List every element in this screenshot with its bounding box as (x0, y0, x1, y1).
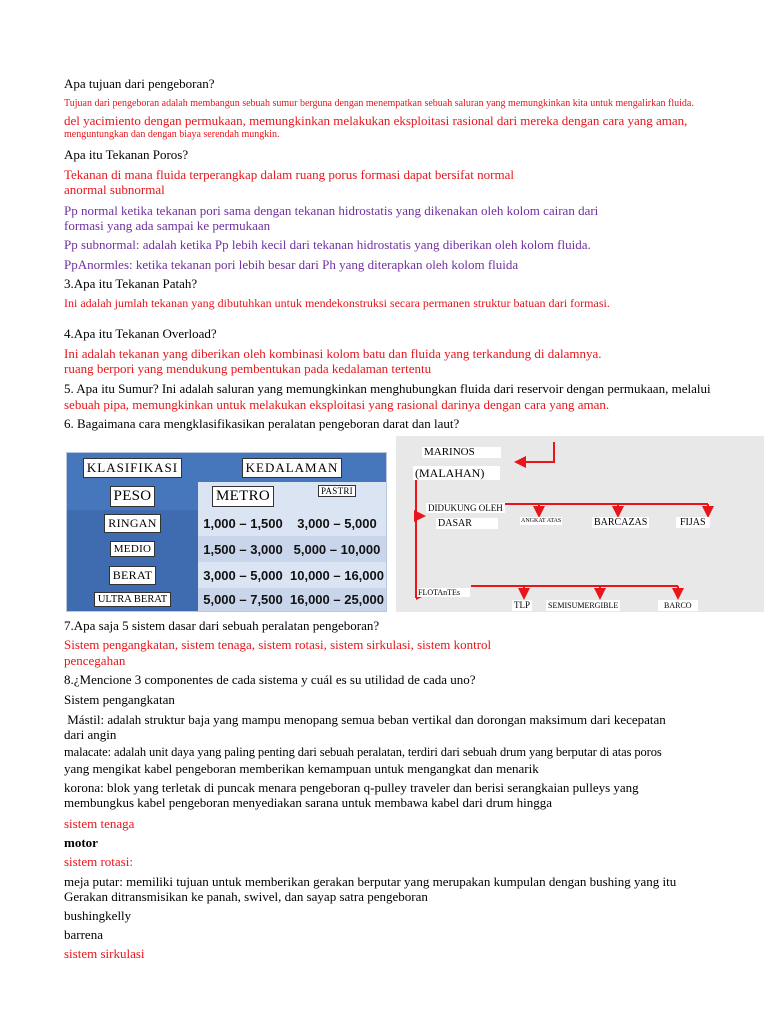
diagram-marinos: MARINOS (422, 447, 501, 458)
table-sub-pastri-cell (288, 482, 386, 510)
table-row-label-cell (67, 562, 198, 588)
q3-answer: Ini adalah jumlah tekanan yang dibutuhkan untuk mendekonstruksi secara permanen struktur batuan dari formasi. (64, 296, 610, 310)
diagram-barcazas: BARCAZAS (594, 517, 648, 528)
q2-subnormal: Pp subnormal: adalah ketika Pp lebih kecil dari tekanan hidrostatis yang diberikan oleh kolom fluida. (64, 237, 591, 252)
table-cell-pastri: 16,000 – 25,000 (288, 588, 386, 611)
q1-question: Apa tujuan dari pengeboran? (64, 76, 215, 91)
table-row-label-cell (67, 588, 198, 611)
q6-question: 6. Bagaimana cara mengklasifikasikan peralatan pengeboran darat dan laut? (64, 416, 460, 431)
table-cell-pastri: 10,000 – 16,000 (290, 567, 384, 583)
q1-answer-line3: menguntungkan dan dengan biaya serendah mungkin. (64, 129, 280, 140)
diagram-malahan: (MALAHAN) (413, 466, 500, 480)
q2-answer-line2: anormal subnormal (64, 182, 165, 197)
q2-answer-line1: Tekanan di mana fluida terperangkap dalam ruang porus formasi dapat bersifat normal (64, 167, 514, 182)
table-cell-pastri: 3,000 – 5,000 (297, 515, 377, 531)
q8-heading-sirkulasi: sistem sirkulasi (64, 946, 145, 961)
q8-mastil-line2: dari angin (64, 727, 117, 742)
table-row-label: MEDIO (110, 541, 156, 557)
q7-answer-line2: pencegahan (64, 653, 126, 668)
q1-answer-line2: del yacimiento dengan permukaan, memungkinkan melakukan eksploitasi rasional dari mereka dengan cara yang aman, (64, 113, 688, 128)
classification-table (66, 452, 387, 612)
table-sub-metro-cell (198, 482, 288, 510)
q8-heading-tenaga: sistem tenaga (64, 816, 135, 831)
q8-motor: motor (64, 835, 98, 850)
q2-normal-line1: Pp normal ketika tekanan pori sama dengan tekanan hidrostatis yang dikenakan oleh kolom cairan dari (64, 203, 599, 218)
table-sub-metro: METRO (212, 486, 274, 507)
table-cell-pastri: 5,000 – 10,000 (288, 536, 386, 562)
table-row-label-cell (67, 536, 198, 562)
q4-question: 4.Apa itu Tekanan Overload? (64, 326, 217, 341)
q8-korona-line1: korona: blok yang terletak di puncak menara pengeboran q-pulley traveler dan berisi serangkaian pulleys yang (64, 780, 639, 795)
diagram-semisumergible: SEMISUMERGIBLE (548, 601, 619, 610)
q7-answer-line1: Sistem pengangkatan, sistem tenaga, sistem rotasi, sistem sirkulasi, sistem kontrol (64, 637, 492, 652)
q2-normal-line2: formasi yang ada sampai ke permukaan (64, 218, 271, 233)
q8-meja-line2: Gerakan ditransmisikan ke panah, swivel, dan sayap satra pengeboran (64, 889, 428, 904)
table-sub-peso: PESO (110, 486, 156, 507)
q8-malacate-line2: yang mengikat kabel pengeboran memberikan kemampuan untuk mengangkat dan menarik (64, 761, 539, 776)
q4-answer-line1: Ini adalah tekanan yang diberikan oleh kombinasi kolom batu dan fluida yang terkandung di dalamnya. (64, 346, 602, 361)
q3-question: 3.Apa itu Tekanan Patah? (64, 276, 198, 291)
table-sub-peso-cell (67, 482, 198, 510)
diagram-didukung-line1: DIDUKUNG OLEH (428, 503, 503, 513)
table-cell-metro: 1,000 – 1,500 (203, 515, 283, 531)
diagram-tlp: TLP (514, 600, 531, 610)
table-cell-metro: 3,000 – 5,000 (203, 567, 283, 583)
table-sub-pastri: PASTRI (318, 485, 356, 497)
q7-question: 7.Apa saja 5 sistem dasar dari sebuah peralatan pengeboran? (64, 618, 380, 633)
diagram-angkat-atas: ANGKAT ATAS (521, 518, 562, 524)
table-header-kedalaman: KEDALAMAN (242, 458, 343, 478)
table-row-label: BERAT (109, 566, 157, 585)
q8-barrena: barrena (64, 927, 103, 942)
diagram-fijas: FIJAS (676, 517, 710, 528)
table-header-kedalaman-cell (198, 453, 386, 482)
q8-bushing: bushingkelly (64, 908, 132, 923)
q4-answer-line2: ruang berpori yang mendukung pembentukan pada kedalaman tertentu (64, 361, 432, 376)
q8-korona-line2: membungkus kabel pengeboran menyediakan sarana untuk membawa kabel dari drum hingga (64, 795, 553, 810)
q8-meja-line1: meja putar: memiliki tujuan untuk memberikan gerakan berputar yang merupakan kumpulan dengan bushing yang itu (64, 874, 677, 889)
q8-heading-rotasi: sistem rotasi: (64, 854, 133, 869)
q2-abnormal: PpAnormles: ketika tekanan pori lebih besar dari Ph yang diterapkan oleh kolom fluida (64, 257, 519, 272)
q8-mastil-line1: Mástil: adalah struktur baja yang mampu menopang semua beban vertikal dan dorongan maksimum dari kecepatan (64, 712, 666, 727)
table-header-klasifikasi: KLASIFIKASI (83, 458, 182, 478)
q8-malacate-line1: malacate: adalah unit daya yang paling penting dari sebuah peralatan, terdiri dari sebuah drum yang berputar di atas poros (64, 745, 662, 759)
diagram-flotantes: FLOTAnTEs (417, 588, 470, 597)
arrow-to-malahan (516, 442, 554, 462)
diagram-didukung-line2: DASAR (436, 518, 498, 529)
diagram-barco: BARCO (658, 600, 698, 611)
table-cell-metro: 1,500 – 3,000 (198, 536, 288, 562)
table-row-label-cell (67, 510, 198, 536)
table-row-label: ULTRA BERAT (94, 592, 171, 607)
rig-classification-diagram (396, 436, 764, 612)
table-header-klasifikasi-cell (67, 453, 198, 482)
q5-line1: 5. Apa itu Sumur? Ini adalah saluran yang memungkinkan menghubungkan fluida dari reservoir dengan permukaan, melalui (64, 381, 711, 396)
q8-heading-angkat: Sistem pengangkatan (64, 692, 175, 707)
table-row-label: RINGAN (104, 514, 160, 533)
q1-answer-line1: Tujuan dari pengeboran adalah membangun sebuah sumur berguna dengan menempatkan sebuah saluran yang memungkinkan kita untuk mengalirkan fluida. (64, 98, 694, 109)
table-cell-metro: 5,000 – 7,500 (198, 588, 288, 611)
q8-question: 8.¿Mencione 3 componentes de cada sistema y cuál es su utilidad de cada uno? (64, 672, 476, 687)
q5-line2: sebuah pipa, memungkinkan untuk melakukan eksploitasi yang rasional darinya dengan cara yang aman. (64, 397, 610, 412)
q2-question: Apa itu Tekanan Poros? (64, 147, 189, 162)
